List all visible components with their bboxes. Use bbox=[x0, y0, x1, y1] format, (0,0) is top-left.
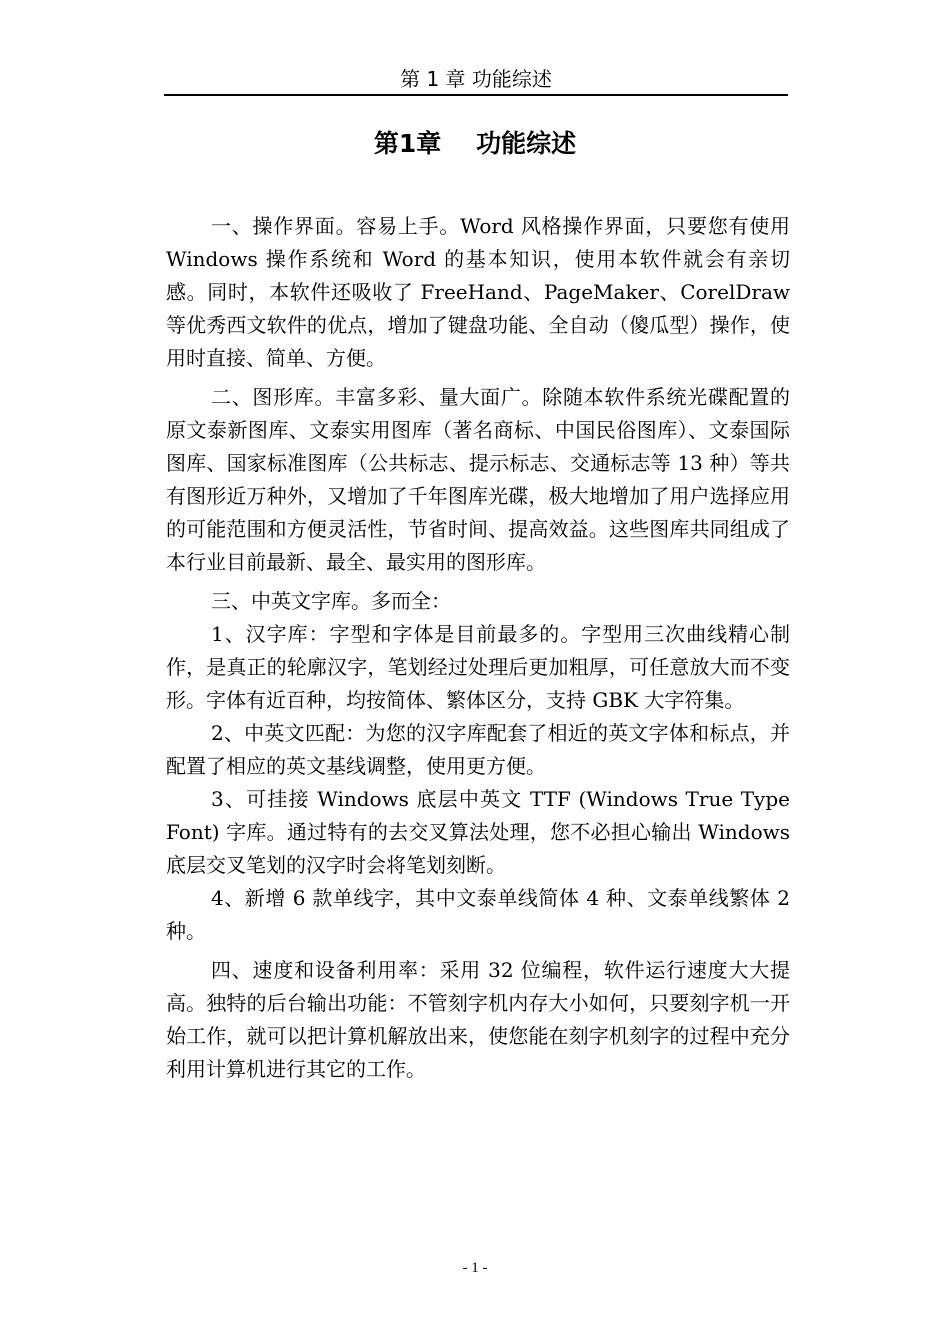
paragraph-single-line-fonts: 4、新增 6 款单线字，其中文泰单线简体 4 种、文泰单线繁体 2 种。 bbox=[166, 886, 790, 943]
chapter-title: 第1章 功能综述 bbox=[373, 129, 577, 158]
paragraph-operation-interface: 一、操作界面。容易上手。Word 风格操作界面，只要您有使用 Windows 操作系统和 Word 的基本知识，使用本软件就会有亲切感。同时，本软件还吸收了 FreeHand、PageMaker、CorelDraw 等优秀西文软件的优点，增加了键盘功能、全自动（傻瓜型）操作，使用时直接、简单、方便。 bbox=[166, 214, 790, 370]
paragraph-chinese-font-library: 1、汉字库：字型和字体是目前最多的。字型用三次曲线精心制作，是真正的轮廓汉字，笔划经过处理后更加粗厚，可任意放大而不变形。字体有近百种，均按简体、繁体区分，支持 GBK 大字符集。 bbox=[166, 622, 790, 712]
document-body bbox=[166, 210, 790, 1086]
running-header bbox=[164, 64, 788, 96]
paragraph-speed-and-utilization: 四、速度和设备利用率：采用 32 位编程，软件运行速度大大提高。独特的后台输出功能：不管刻字机内存大小如何，只要刻字机一开始工作，就可以把计算机解放出来，使您能在刻字机刻字的过程中充分利用计算机进行其它的工作。 bbox=[166, 958, 790, 1081]
paragraph-graphic-library: 二、图形库。丰富多彩、量大面广。除随本软件系统光碟配置的原文泰新图库、文泰实用图库（著名商标、中国民俗图库）、文泰国际图库、国家标准图库（公共标志、提示标志、交通标志等 13 种）等共有图形近万种外，又增加了千年图库光碟，极大地增加了用户选择应用的可能范围和方便灵活性，节省时间、提高效益。这些图库共同组成了本行业目前最新、最全、最实用的图形库。 bbox=[166, 385, 790, 574]
page-number: - 1 - bbox=[462, 1260, 488, 1276]
paragraph-font-matching: 2、中英文匹配：为您的汉字库配套了相近的英文字体和标点，并配置了相应的英文基线调整，使用更方便。 bbox=[166, 721, 790, 778]
running-header-title: 第 1 章 功能综述 bbox=[400, 67, 552, 91]
paragraph-ttf-support: 3、可挂接 Windows 底层中英文 TTF (Windows True Type Font) 字库。通过特有的去交叉算法处理，您不必担心输出 Windows 底层交叉笔划的汉字时会将笔划刻断。 bbox=[166, 787, 790, 877]
paragraph-font-library-intro: 三、中英文字库。多而全： bbox=[211, 589, 451, 613]
